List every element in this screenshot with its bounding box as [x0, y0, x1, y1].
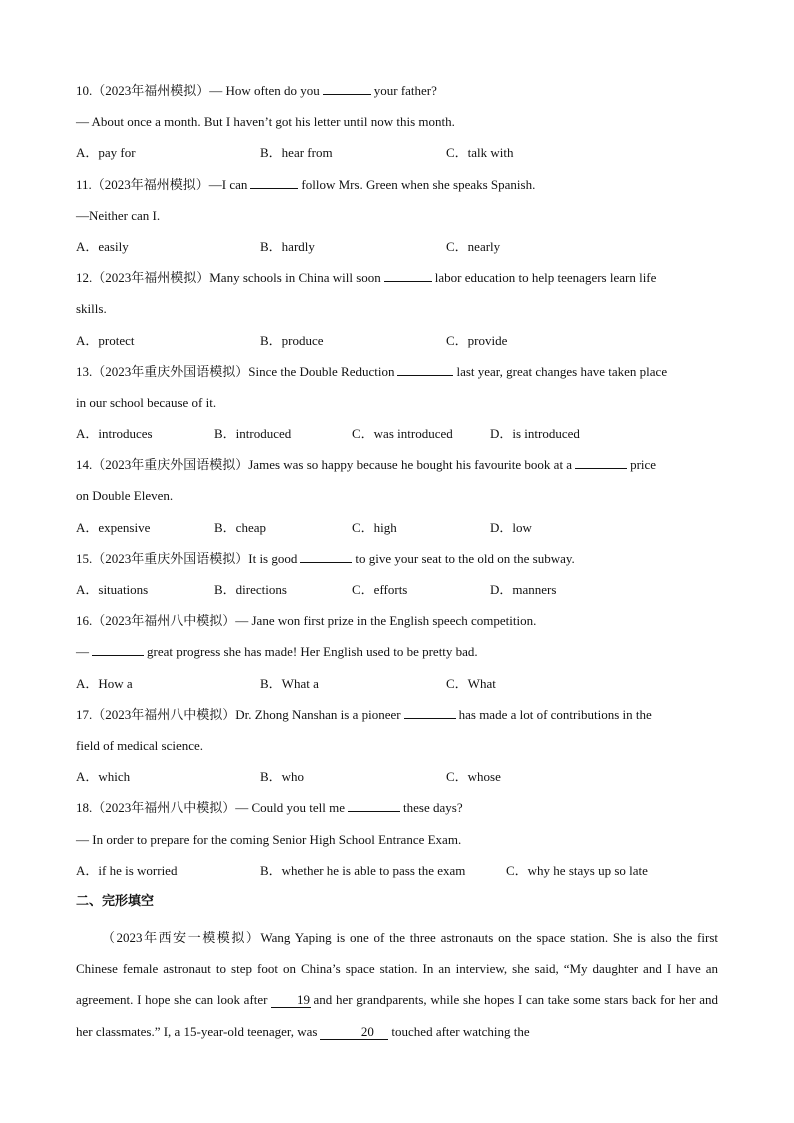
option-a[interactable]: A．which	[76, 769, 131, 785]
option-a[interactable]: A．easily	[76, 238, 129, 254]
cloze-passage: （2023年西安一模模拟）Wang Yaping is one of the three astronauts on the space station. She is also the first Chinese female astronaut to step foot on China’s space station. In an interview, she said, “My daughter and I have an agreement. I hope she can look after 19 and her grandparents, while she hopes I can take some stars back for her and her classmates.” I, a 15-year-old teenager, was 20 touched after watching the	[76, 930, 718, 1039]
question-13-options	[76, 423, 718, 454]
option-b[interactable]: B．whether he is able to pass the exam	[260, 862, 466, 878]
option-b[interactable]: B．introduced	[214, 426, 292, 442]
question-11-reply: —Neither can I.	[76, 207, 161, 223]
option-c[interactable]: C．whose	[446, 769, 501, 785]
option-c[interactable]: C．provide	[446, 332, 508, 348]
question-15-stem: 15.（2023年重庆外国语模拟）It is good to give your seat to the old on the subway.	[76, 548, 718, 579]
question-15-options	[76, 579, 718, 610]
answer-blank	[404, 704, 456, 719]
option-c[interactable]: C．efforts	[352, 582, 408, 597]
option-b[interactable]: B．cheap	[214, 519, 266, 535]
question-13-stem-cont: in our school because of it.	[76, 394, 217, 410]
option-c[interactable]: C．talk with	[446, 145, 514, 161]
section-title: 二、完形填空	[76, 893, 155, 909]
question-11-stem: 11.（2023年福州模拟）—I can follow Mrs. Green when she speaks Spanish.	[76, 174, 718, 205]
option-b[interactable]: B．produce	[260, 332, 324, 348]
question-12-stem-cont: skills.	[76, 301, 107, 317]
option-d[interactable]: D．low	[490, 519, 532, 535]
option-a[interactable]: A．introduces	[76, 426, 153, 442]
question-10-options	[76, 142, 718, 173]
question-17-stem-cont: field of medical science.	[76, 737, 204, 753]
option-a[interactable]: A．pay for	[76, 145, 136, 161]
option-a[interactable]: A．situations	[76, 582, 149, 597]
option-a[interactable]: A．How a	[76, 675, 133, 691]
question-list	[76, 80, 718, 1047]
question-16-options	[76, 673, 718, 704]
question-10-reply: — About once a month. But I haven’t got his letter until now this month.	[76, 114, 455, 130]
question-18-stem: 18.（2023年福州八中模拟）— Could you tell me these days?	[76, 797, 718, 828]
option-d[interactable]: D．manners	[490, 582, 557, 597]
question-10-stem: 10.（2023年福州模拟）— How often do you your father?	[76, 80, 718, 111]
question-14-stem: 14.（2023年重庆外国语模拟）James was so happy because he bought his favourite book at a price	[76, 454, 718, 485]
option-b[interactable]: B．directions	[214, 582, 287, 597]
answer-blank	[250, 174, 298, 189]
option-c[interactable]: C．nearly	[446, 238, 501, 254]
answer-blank	[348, 797, 400, 812]
option-b[interactable]: B．who	[260, 769, 305, 785]
option-b[interactable]: B．hardly	[260, 238, 315, 254]
cloze-blank-20: 20	[320, 1025, 388, 1040]
question-18-options	[76, 860, 718, 891]
option-a[interactable]: A．expensive	[76, 519, 151, 535]
option-c[interactable]: C．high	[352, 519, 397, 535]
option-c[interactable]: C．was introduced	[352, 426, 453, 442]
option-d[interactable]: D．is introduced	[490, 426, 580, 442]
question-17-stem: 17.（2023年福州八中模拟）Dr. Zhong Nanshan is a pioneer has made a lot of contributions in the	[76, 704, 718, 735]
question-14-stem-cont: on Double Eleven.	[76, 488, 174, 504]
option-c[interactable]: C．What	[446, 675, 496, 691]
question-12-stem: 12.（2023年福州模拟）Many schools in China will soon labor education to help teenagers learn life	[76, 267, 718, 298]
answer-blank	[92, 641, 144, 656]
option-a[interactable]: A．protect	[76, 332, 135, 348]
answer-blank	[575, 454, 627, 469]
question-11-options	[76, 236, 718, 267]
option-b[interactable]: B．hear from	[260, 145, 333, 161]
option-b[interactable]: B．What a	[260, 675, 319, 691]
question-16-stem: 16.（2023年福州八中模拟）— Jane won first prize in the English speech competition.	[76, 613, 537, 629]
answer-blank	[397, 361, 453, 376]
option-c[interactable]: C．why he stays up so late	[506, 862, 648, 878]
cloze-blank-19: 19	[271, 993, 311, 1008]
answer-blank	[300, 548, 352, 563]
question-18-reply: — In order to prepare for the coming Senior High School Entrance Exam.	[76, 831, 462, 847]
option-a[interactable]: A．if he is worried	[76, 862, 178, 878]
question-14-options	[76, 517, 718, 548]
answer-blank	[384, 267, 432, 282]
question-13-stem: 13.（2023年重庆外国语模拟）Since the Double Reduction last year, great changes have taken place	[76, 361, 718, 392]
question-17-options	[76, 766, 718, 797]
question-12-options	[76, 330, 718, 361]
question-16-reply: — great progress she has made! Her English used to be pretty bad.	[76, 641, 718, 672]
answer-blank	[323, 80, 371, 95]
